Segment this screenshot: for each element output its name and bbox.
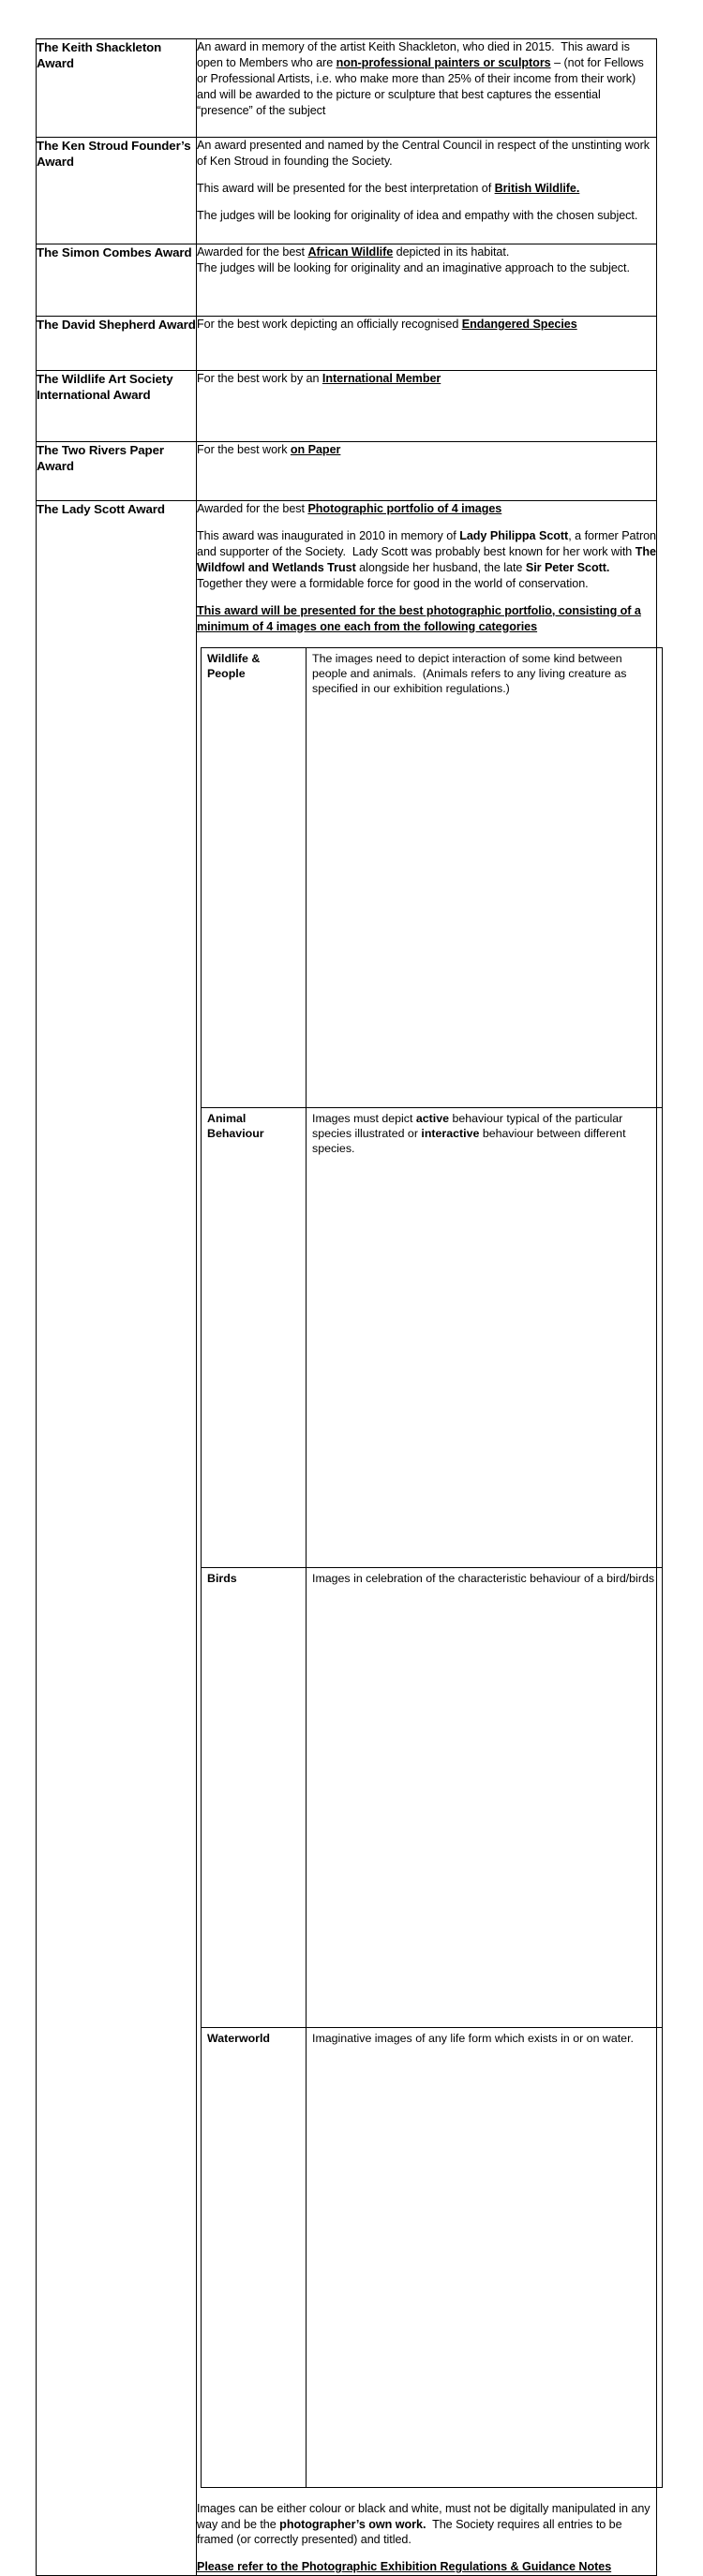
photographic-categories-body [202, 647, 663, 2487]
award-name-cell [37, 442, 197, 501]
table-row [37, 244, 657, 317]
award-name-david-shepherd: The David Shepherd Award [37, 318, 196, 332]
category-row [202, 1567, 663, 2027]
award-name-ken-stroud: The Ken Stroud Founder’s Award [37, 139, 191, 170]
table-row [37, 501, 657, 2576]
award-name-simon-combes: The Simon Combes Award [37, 245, 192, 259]
award-description-cell [197, 501, 657, 2576]
award-name-cell [37, 501, 197, 2576]
award-description-keith-shackleton: An award in memory of the artist Keith Shackleton, who died in 2015. This award is open to Members who are non-professional painters or sculptors – (not for Fellows or Professional Artists, i.e. who make more than 25% of their income from their work) and will be awarded to the picture or sculpture that best captures the essential “presence” of the subject [197, 40, 644, 117]
category-label-waterworld: Waterworld [202, 2027, 307, 2487]
table-row [37, 317, 657, 371]
category-row [202, 2027, 663, 2487]
photographic-categories-table [201, 647, 663, 2488]
lady-scott-regulations-note: Please refer to the Photographic Exhibition Regulations & Guidance Notes [197, 2560, 612, 2574]
award-name-keith-shackleton: The Keith Shackleton Award [37, 40, 162, 71]
awards-table [36, 38, 657, 2576]
category-description-wildlife-people: The images need to depict interaction of some kind between people and animals. (Animals refers to any living creature as specified in our exhibition regulations.) [307, 647, 663, 1107]
award-name-wildlife-art-society-international: The Wildlife Art Society International Award [37, 372, 173, 403]
lady-scott-image-rules: Images can be either colour or black and white, must not be digitally manipulated in any way and be the photographer’s own work. The Society requires all entries to be framed (or correctly presented) and titled. [197, 2501, 651, 2547]
category-row [202, 1107, 663, 1567]
award-description-cell: For the best work on Paper [197, 442, 657, 501]
table-row [37, 442, 657, 501]
table-row [37, 138, 657, 244]
award-name-two-rivers-paper: The Two Rivers Paper Award [37, 443, 164, 474]
category-row [202, 647, 663, 1107]
category-label-animal-behaviour: Animal Behaviour [202, 1107, 307, 1567]
award-name-lady-scott: The Lady Scott Award [37, 502, 165, 516]
award-description-cell: Awarded for the best African Wildlife depicted in its habitat. The judges will be looking for originality and an imaginative approach to the subject. [197, 244, 657, 317]
award-description-cell: An award presented and named by the Central Council in respect of the unstinting work of Ken Stroud in founding the Society. This award will be presented for the best interpretation of British Wildlife. The judges will be looking for originality of idea and empathy with the chosen subject. [197, 138, 657, 244]
category-description-waterworld: Imaginative images of any life form which exists in or on water. [307, 2027, 663, 2487]
category-label-birds: Birds [202, 1567, 307, 2027]
spacer [197, 2488, 656, 2501]
table-row [37, 371, 657, 442]
award-name-cell [37, 39, 197, 138]
award-description-cell: For the best work depicting an officially recognised Endangered Species [197, 317, 657, 371]
category-description-birds: Images in celebration of the characteristic behaviour of a bird/birds [307, 1567, 663, 2027]
award-name-cell [37, 317, 197, 371]
award-description-cell: For the best work by an International Member [197, 371, 657, 442]
award-description-cell [197, 39, 657, 138]
lady-scott-intro: Awarded for the best Photographic portfolio of 4 images This award was inaugurated in 2010 in memory of Lady Philippa Scott, a former Patron and supporter of the Society. Lady Scott was probably best known for her work with The Wildfowl and Wetlands Trust alongside her husband, the late Sir Peter Scott. Together they were a formidable force for good in the world of conservation. This award will be presented for the best photographic portfolio, consisting of a minimum of 4 images one each from the following categories [197, 502, 657, 633]
award-name-cell [37, 244, 197, 317]
category-description-animal-behaviour: Images must depict active behaviour typical of the particular species illustrated or interactive behaviour between different species. [307, 1107, 663, 1567]
award-name-cell [37, 138, 197, 244]
table-row [37, 39, 657, 138]
award-name-cell [37, 371, 197, 442]
category-label-wildlife-people: Wildlife & People [202, 647, 307, 1107]
